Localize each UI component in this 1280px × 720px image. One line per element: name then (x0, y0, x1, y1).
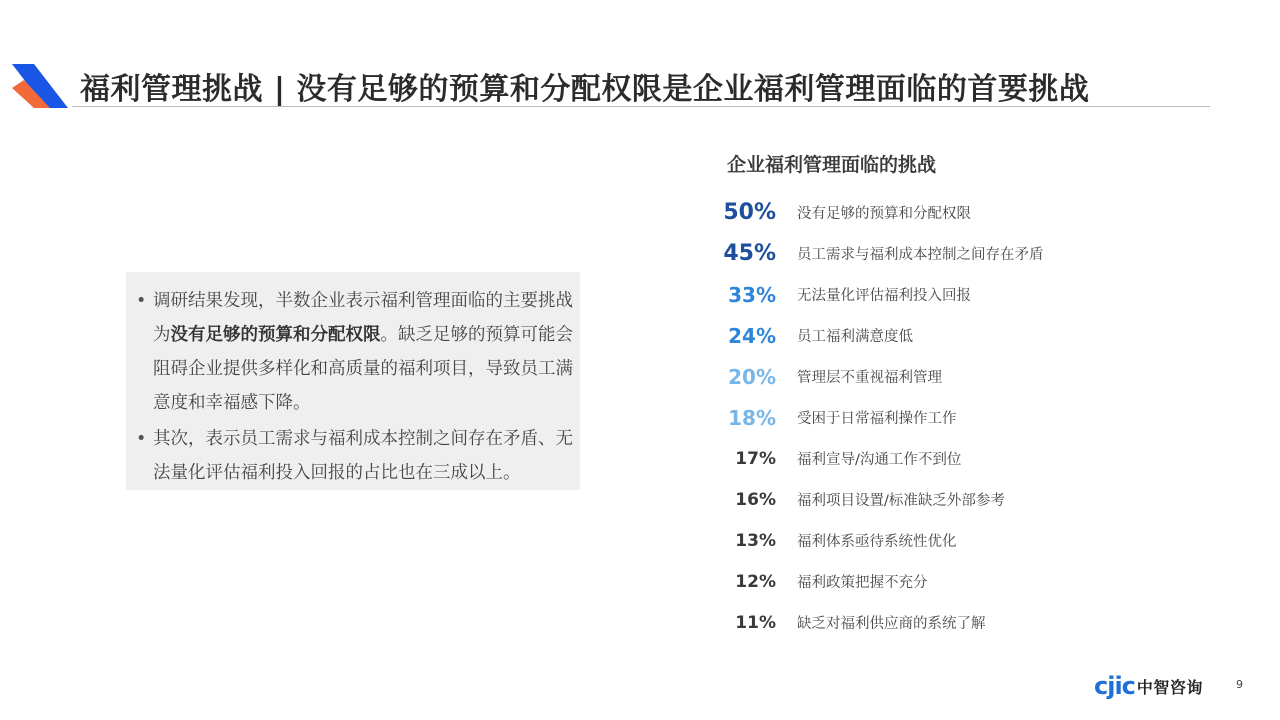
challenge-list (700, 192, 1220, 643)
challenge-label: 福利宣导/沟通工作不到位 (797, 452, 962, 468)
challenge-label: 员工福利满意度低 (797, 329, 913, 345)
summary-bullet-1-highlight: 没有足够的预算和分配权限 (170, 325, 381, 345)
summary-bullet-1 (134, 284, 576, 420)
challenge-percent: 24% (728, 323, 776, 348)
page-number: 9 (1236, 678, 1243, 691)
challenge-row (700, 602, 1220, 643)
challenge-label: 缺乏对福利供应商的系统了解 (797, 616, 986, 632)
challenge-label: 员工需求与福利成本控制之间存在矛盾 (797, 247, 1044, 263)
page-title: 福利管理挑战 | 没有足够的预算和分配权限是企业福利管理面临的首要挑战 (80, 72, 1090, 107)
header-accent-icon (10, 62, 72, 110)
challenge-label: 福利项目设置/标准缺乏外部参考 (797, 493, 1005, 509)
challenge-row (700, 561, 1220, 602)
challenge-row (700, 520, 1220, 561)
logo-chinese-text: 中智咨询 (1136, 677, 1203, 697)
challenge-row (700, 315, 1220, 356)
challenge-percent: 13% (735, 530, 776, 551)
challenge-percent: 50% (723, 200, 776, 225)
challenge-label: 受困于日常福利操作工作 (797, 411, 957, 427)
challenge-label: 没有足够的预算和分配权限 (797, 206, 971, 222)
challenge-percent: 33% (728, 282, 776, 307)
challenge-row (700, 233, 1220, 274)
challenge-percent: 45% (723, 241, 776, 266)
challenge-row (700, 274, 1220, 315)
challenge-percent: 12% (735, 571, 776, 592)
logo-latin-text: cjic (1094, 672, 1135, 700)
summary-bullet-1-text: 调研结果发现，半数企业表示福利管理面临的主要挑战为 (153, 291, 573, 345)
challenge-percent: 11% (735, 612, 776, 633)
challenge-row (700, 356, 1220, 397)
challenge-row (700, 438, 1220, 479)
challenge-percent: 20% (728, 364, 776, 389)
challenge-row (700, 192, 1220, 233)
challenge-percent: 18% (728, 405, 776, 430)
challenge-label: 管理层不重视福利管理 (797, 370, 942, 386)
challenge-label: 福利体系亟待系统性优化 (797, 534, 957, 550)
company-logo (1094, 672, 1203, 700)
summary-box (126, 272, 580, 490)
challenge-percent: 16% (735, 489, 776, 510)
title-divider (72, 106, 1210, 107)
challenge-row (700, 479, 1220, 520)
chart-title: 企业福利管理面临的挑战 (727, 154, 937, 176)
summary-bullet-2: • 其次，表示员工需求与福利成本控制之间存在矛盾、无法量化评估福利投入回报的占比也在三成以上。 (134, 422, 576, 490)
challenge-percent: 17% (735, 448, 776, 469)
challenge-label: 福利政策把握不充分 (797, 575, 928, 591)
challenge-row (700, 397, 1220, 438)
challenge-label: 无法量化评估福利投入回报 (797, 288, 971, 304)
summary-bullet-1-text-end: 。缺乏足够的预算可能会阻碍企业提供多样化和高质量的福利项目，导致员工满意度和幸福感下降。 (153, 325, 573, 413)
